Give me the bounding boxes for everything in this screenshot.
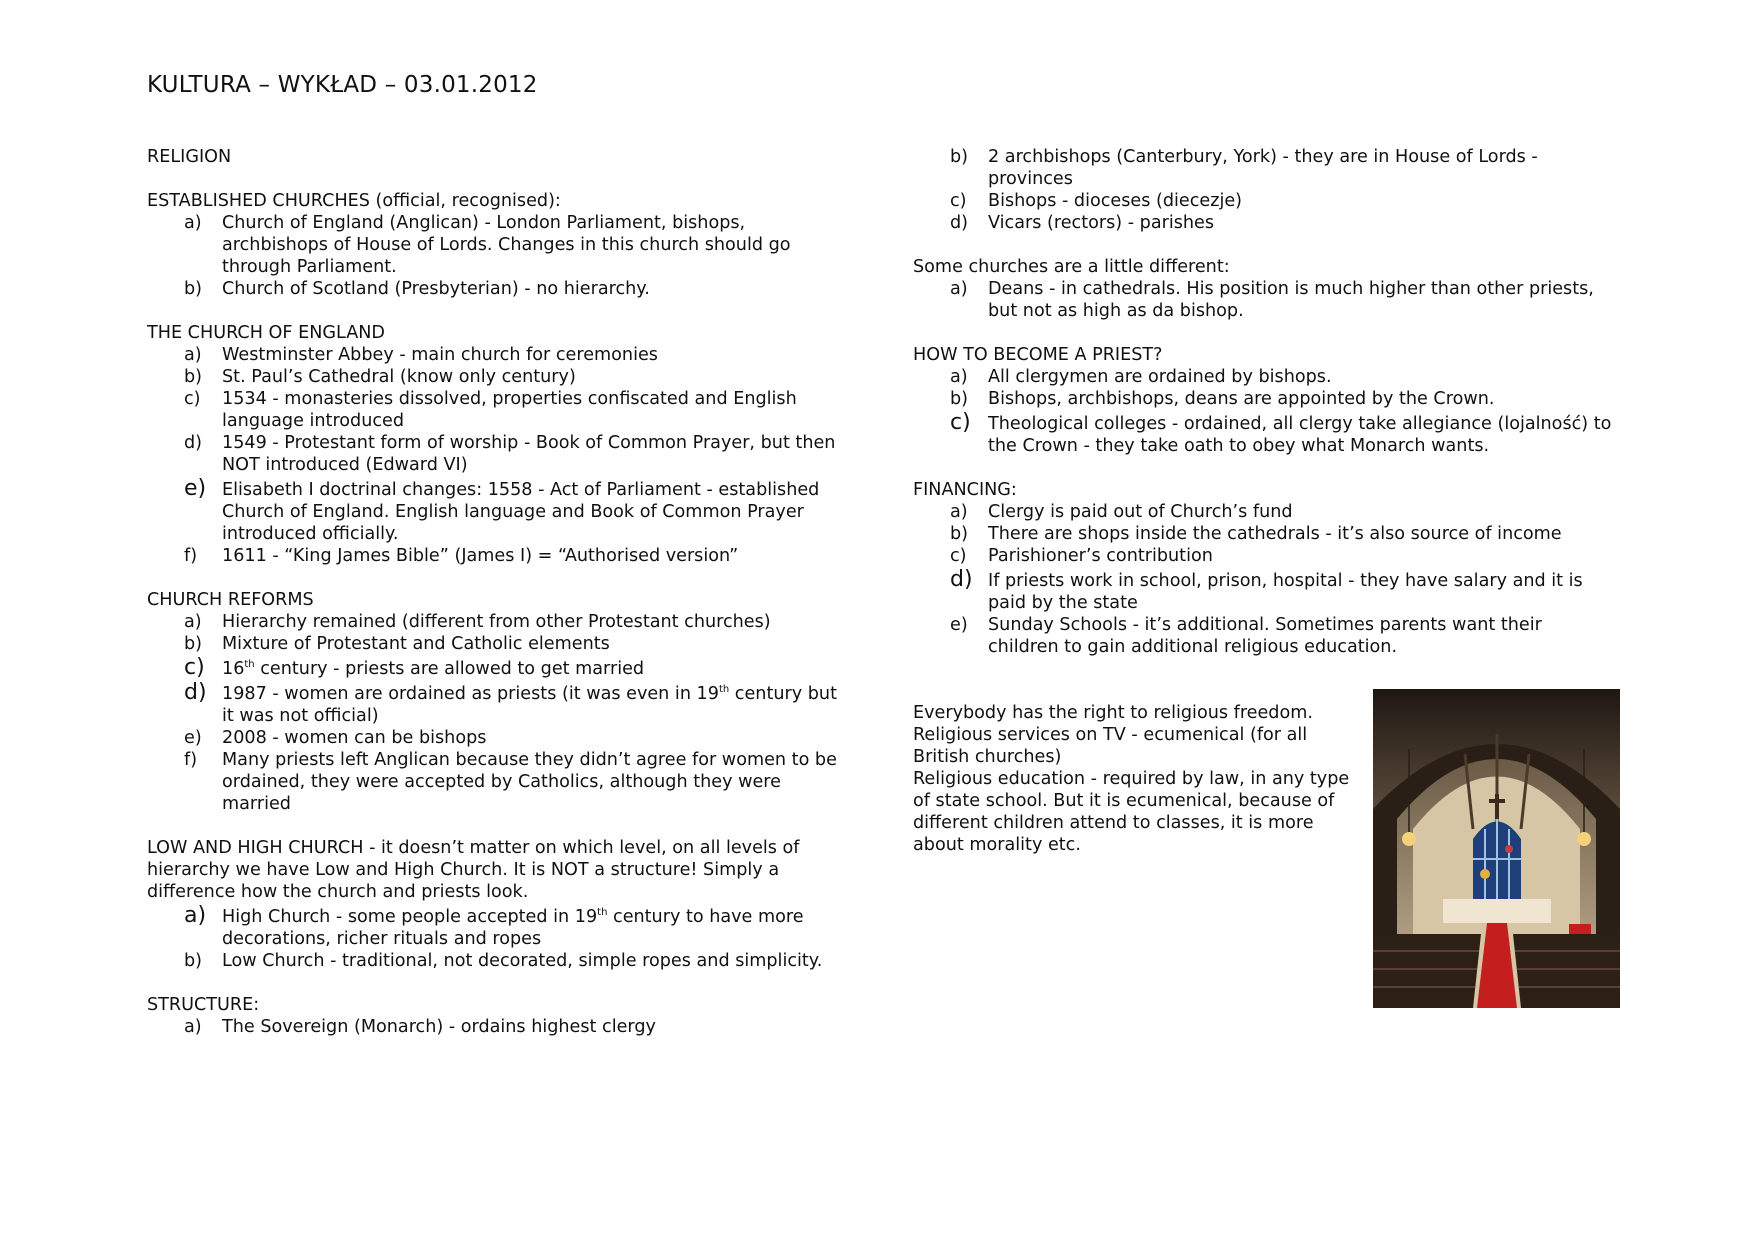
list-item-text: Bishops - dioceses (diecezje) [988, 191, 1243, 211]
list-item-text: Theological colleges - ordained, all clergy take allegiance (lojalność) to the Crown - they take oath to obey what Monarch wants. [988, 414, 1612, 456]
altar [1443, 899, 1551, 923]
list-marker: b) [950, 389, 969, 409]
list-marker: c) [950, 410, 971, 435]
document-title: KULTURA – WYKŁAD – 03.01.2012 [147, 72, 538, 98]
freedom-line: Everybody has the right to religious freedom. [913, 703, 1313, 723]
list-item [913, 278, 1613, 322]
list-marker: a) [184, 612, 202, 632]
list-item [913, 190, 1613, 212]
list-item [913, 567, 1613, 614]
list-item-text: Church of Scotland (Presbyterian) - no hierarchy. [222, 279, 650, 299]
list-item [147, 655, 847, 680]
list-marker: c) [950, 546, 967, 566]
right-column [913, 146, 1613, 658]
section-heading-become-priest: HOW TO BECOME A PRIEST? [913, 345, 1163, 365]
freedom-line: Religious education - required by law, in any type of state school. But it is ecumenical, because of different children attend to classes, it is more about morality etc. [913, 769, 1350, 855]
list-item [913, 212, 1613, 234]
section-heading-established: ESTABLISHED CHURCHES (official, recognised): [147, 191, 561, 211]
list-item-text: Low Church - traditional, not decorated, simple ropes and simplicity. [222, 951, 823, 971]
superscript: th [718, 684, 730, 695]
list-marker: e) [950, 615, 968, 635]
list-marker: b) [184, 279, 203, 299]
list-marker: e) [184, 476, 207, 501]
church-interior-photo [1373, 689, 1620, 1008]
list-marker: a) [184, 1017, 202, 1037]
list-marker: a) [950, 279, 968, 299]
list-item-text: Vicars (rectors) - parishes [988, 213, 1215, 233]
list-marker: f) [184, 750, 198, 770]
glass-detail [1505, 845, 1513, 853]
list-item [913, 366, 1613, 388]
list-item [913, 501, 1613, 523]
list-item-text: St. Paul’s Cathedral (know only century) [222, 367, 576, 387]
list-marker: c) [184, 389, 201, 409]
list-item [147, 749, 847, 815]
list-item [147, 545, 847, 567]
list-item [147, 950, 847, 972]
list-marker: a) [184, 213, 202, 233]
list-item-text: 2008 - women can be bishops [222, 728, 487, 748]
text-part: 16 [222, 659, 245, 679]
list-item [147, 1016, 847, 1038]
list-item [147, 903, 847, 950]
list-item [147, 611, 847, 633]
church-of-england-list [147, 344, 847, 567]
list-item-text: 1549 - Protestant form of worship - Book of Common Prayer, but then NOT introduced (Edward VI) [222, 433, 836, 475]
section-heading-church-of-england: THE CHURCH OF ENGLAND [147, 323, 385, 343]
list-item-text: Clergy is paid out of Church’s fund [988, 502, 1293, 522]
list-item [147, 680, 847, 727]
list-item-text: If priests work in school, prison, hospital - they have salary and it is paid by the state [988, 571, 1583, 613]
superscript: th [244, 659, 255, 670]
hanging-lamp [1402, 832, 1416, 846]
text-part: 1987 - women are ordained as priests (it was even in 19 [222, 684, 719, 704]
list-marker: b) [184, 367, 203, 387]
list-item-text [222, 907, 804, 949]
pews-left [1373, 934, 1481, 1008]
structure-continued-list [913, 146, 1613, 234]
list-item-text [222, 684, 837, 726]
list-marker: d) [950, 213, 969, 233]
established-list [147, 212, 847, 300]
text-part: High Church - some people accepted in 19 [222, 907, 598, 927]
financing-list [913, 501, 1613, 658]
hanging-lamp [1577, 832, 1591, 846]
church-reforms-list [147, 611, 847, 815]
list-item [913, 523, 1613, 545]
low-high-church-list [147, 903, 847, 972]
list-item-text: Sunday Schools - it’s additional. Sometimes parents want their children to gain additional religious education. [988, 615, 1542, 657]
list-item [147, 366, 847, 388]
list-item-text: All clergymen are ordained by bishops. [988, 367, 1332, 387]
list-item [913, 410, 1613, 457]
list-marker: b) [184, 951, 203, 971]
list-marker: a) [950, 502, 968, 522]
structure-list [147, 1016, 847, 1038]
list-item-text: Elisabeth I doctrinal changes: 1558 - Act of Parliament - established Church of England. English language and Book of Common Prayer introduced officially. [222, 480, 820, 544]
list-marker: b) [184, 634, 203, 654]
list-item [913, 545, 1613, 567]
list-item-text [222, 659, 644, 679]
church-interior-illustration [1373, 689, 1620, 1008]
list-item [147, 727, 847, 749]
section-heading-low-high-church: LOW AND HIGH CHURCH - it doesn’t matter on which level, on all levels of hierarchy we have Low and High Church. It is NOT a structure! Simply a difference how the church and priests look. [147, 838, 800, 902]
glass-detail [1480, 869, 1490, 879]
list-item [913, 146, 1613, 190]
list-item-text: Deans - in cathedrals. His position is much higher than other priests, but not as high as da bishop. [988, 279, 1594, 321]
become-priest-list [913, 366, 1613, 457]
list-item-text: 1534 - monasteries dissolved, properties confiscated and English language introduced [222, 389, 797, 431]
section-heading-religion: RELIGION [147, 147, 232, 167]
list-item-text: The Sovereign (Monarch) - ordains highest clergy [222, 1017, 656, 1037]
list-marker: a) [184, 345, 202, 365]
list-marker: a) [184, 903, 207, 928]
left-column [147, 146, 847, 1038]
list-item [147, 212, 847, 278]
list-item-text: 1611 - “King James Bible” (James I) = “Authorised version” [222, 546, 739, 566]
list-item-text: Mixture of Protestant and Catholic elements [222, 634, 610, 654]
list-item-text: Parishioner’s contribution [988, 546, 1213, 566]
text-part: century but it was not official) [222, 684, 837, 726]
list-item-text: Many priests left Anglican because they didn’t agree for women to be ordained, they were accepted by Catholics, although they were married [222, 750, 837, 814]
list-item-text: Westminster Abbey - main church for ceremonies [222, 345, 658, 365]
some-churches-list [913, 278, 1613, 322]
list-item [147, 388, 847, 432]
list-marker: a) [950, 367, 968, 387]
list-marker: d) [184, 433, 203, 453]
list-marker: d) [184, 680, 207, 705]
list-marker: b) [950, 524, 969, 544]
text-part: century to have more decorations, richer rituals and ropes [222, 907, 804, 949]
list-item-text: 2 archbishops (Canterbury, York) - they are in House of Lords - provinces [988, 147, 1538, 189]
section-heading-some-churches: Some churches are a little different: [913, 257, 1230, 277]
list-item [147, 344, 847, 366]
pews-right [1513, 934, 1620, 1008]
list-item-text: Bishops, archbishops, deans are appointed by the Crown. [988, 389, 1495, 409]
list-item-text: Hierarchy remained (different from other Protestant churches) [222, 612, 771, 632]
list-item [147, 278, 847, 300]
list-item [913, 614, 1613, 658]
list-marker: c) [950, 191, 967, 211]
section-heading-financing: FINANCING: [913, 480, 1017, 500]
list-marker: b) [950, 147, 969, 167]
list-marker: e) [184, 728, 202, 748]
text-part: century - priests are allowed to get married [254, 659, 645, 679]
section-heading-structure: STRUCTURE: [147, 995, 260, 1015]
superscript: th [597, 907, 608, 918]
section-heading-church-reforms: CHURCH REFORMS [147, 590, 314, 610]
religious-freedom-paragraph [913, 702, 1353, 856]
list-item [913, 388, 1613, 410]
list-marker: c) [184, 655, 205, 680]
list-item-text: Church of England (Anglican) - London Parliament, bishops, archbishops of House of Lords. Changes in this church should go through Parliament. [222, 213, 791, 277]
freedom-line: Religious services on TV - ecumenical (for all British churches) [913, 725, 1308, 767]
list-marker: f) [184, 546, 198, 566]
list-item [147, 476, 847, 545]
list-item-text: There are shops inside the cathedrals - it’s also source of income [988, 524, 1562, 544]
list-item [147, 633, 847, 655]
list-marker: d) [950, 567, 973, 592]
list-item [147, 432, 847, 476]
